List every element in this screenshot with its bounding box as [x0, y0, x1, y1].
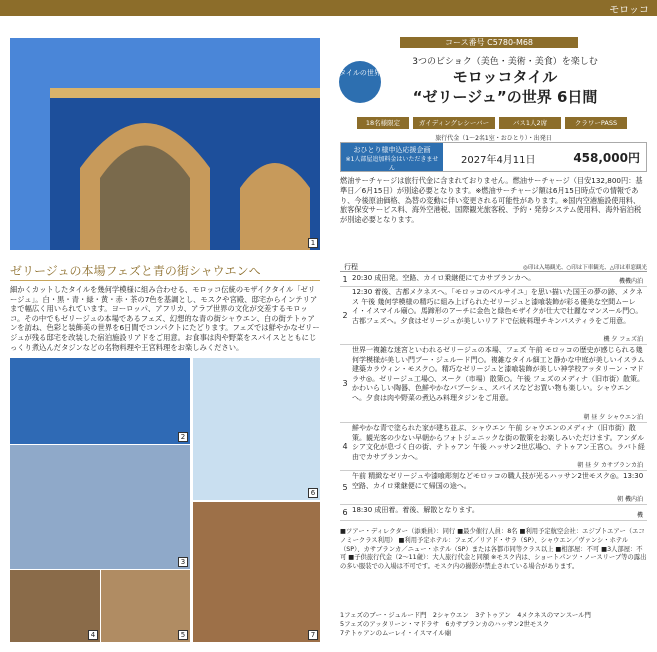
- tour-price: 458,000円: [573, 151, 640, 165]
- photo-bou-jeloud-gate: [10, 38, 320, 250]
- photo-captions: [340, 611, 647, 637]
- photo-number: 4: [88, 630, 98, 640]
- region-label: モロッコ: [609, 5, 649, 16]
- caption: 5フェズのアッタリーン・マドラサ: [340, 619, 440, 628]
- tag: バス1人2席: [499, 117, 561, 129]
- day-number: 4: [342, 442, 348, 451]
- plan-note: ※1人部屋追加料金はいただきません: [345, 156, 439, 172]
- day-text: 鮮やかな青で塗られた家が建ち並ぶ、シャウエン 午前 シャウエンのメディナ（旧市街）散策。観光客の少ない早朝からフォトジェニックな街の散策をお楽しみいただけます。アンダルシア文化が息づく白の街、テトゥアン 午後 ハッサン2世広場○、テトゥアン王宮○。ラバト経由でカサブランカへ。: [352, 424, 645, 461]
- price-row: [340, 142, 647, 172]
- day-text: 18:30 成田着。着後、解散となります。: [352, 506, 479, 514]
- divider: [10, 280, 320, 281]
- day-text: 20:30 成田発。空路、カイロ乗継便にてカサブランカへ。: [352, 274, 536, 282]
- day-row: [340, 345, 647, 423]
- day-number: 5: [342, 483, 348, 492]
- day-number: 1: [342, 275, 348, 284]
- intro-heading: ゼリージュの本場フェズと青の街シャウエンへ: [10, 264, 261, 278]
- photo-attarine-madrasa: [101, 570, 190, 642]
- day-number: 6: [342, 508, 348, 517]
- departure-date: 2027年4月11日: [461, 155, 536, 166]
- day-row: [340, 505, 647, 521]
- photo-tetouan: [10, 445, 190, 569]
- plan-box: [341, 143, 443, 171]
- photo-number: 5: [178, 630, 188, 640]
- tour-subtitle: 3つのビショク（美色・美術・美食）を楽しむ: [412, 57, 598, 67]
- photo-moulay-ismail-mausoleum: [193, 502, 320, 642]
- tag: 18名様限定: [357, 117, 409, 129]
- itinerary-header: [340, 262, 647, 272]
- tag: クラワーPASS: [565, 117, 627, 129]
- day-meals: 朝 昼 夕 カサブランカ泊: [577, 462, 643, 469]
- tour-title-2: “ゼリージュ”の世界 6日間: [412, 88, 598, 106]
- tour-title: モロッコタイル: [452, 68, 558, 86]
- photo-chefchaouen: [10, 358, 190, 444]
- plan-label: おひとり様申込応援企画: [353, 146, 431, 154]
- photo-number: 1: [308, 238, 318, 248]
- fuel-surcharge-text: 燃油サーチャージは旅行代金に含まれておりません。燃油サーチャージ（目安132,800円：基準日／6月15日）が別途必要となります。※燃油サーチャージ額は6月15日時点での情報であり、今後原油価格、為替の変動に伴い変更される可能性があります。※国内空港施設使用料、旅客保安サービス料、海外空港税、国際観光旅客税、予約・発券システム使用料、海外宿泊税が別途必要となります。: [340, 176, 643, 225]
- caption: 4メクネスのマンスール門: [517, 611, 591, 619]
- day-text: 世界一複雑な迷宮といわれるゼリージュの本場、フェズ 午前 モロッコの歴史が感じられる幾何学模様が美しい門ブー・ジュルード門○。複雑なタイル細工と静かな中庭が美しいイスラム建築カラウィン・モスク○。精巧なゼリージュと漆喰装飾が美しい神学校アッタリーン・マドラサ◎。ゼリージュ工場○、スーク（市場）散策○。午後 フェズのメディナ（旧市街）散策。かわいらしい陶器、色鮮やかなバブーシュ、スパイスなどお買い物も楽しい。シャウエンへ。夕食は肉や野菜の煮込み料理タジンをご用意。: [352, 346, 645, 402]
- caption: 3テトゥアン: [475, 611, 511, 619]
- day-row: [340, 287, 647, 345]
- itinerary-label: 行程: [344, 263, 358, 271]
- day-meals: 機 夕 フェズ泊: [603, 336, 643, 343]
- day-text: 12:30 着後、古都メクネスへ。「モロッコのベルサイユ」を思い描いた国王の夢の跡、メクネス 午後 幾何学模様の精巧に組み上げられたゼリージュと漆喰装飾が彩る優美な空間ムーレイ・イスマイル廟○。馬蹄形のアーチに金色と緑色モザイクが仕大で壮麗なマンスール門○。古都フェズへ。夕食はゼリージュが美しいリアドで伝統料理チキンパスティラをご用意。: [352, 288, 643, 325]
- photo-mansour-gate: [10, 570, 100, 642]
- day-row: [340, 423, 647, 471]
- photo-number: 7: [308, 630, 318, 640]
- caption: 6カサブランカのハッサン2世モスク: [445, 619, 550, 628]
- caption: 7テトゥアンのムーレイ・イスマイル廟: [340, 628, 452, 637]
- photo-number: 2: [178, 432, 188, 442]
- day-number: 2: [342, 311, 348, 320]
- day-number: 3: [342, 379, 348, 388]
- tour-notes: ■ツアー・ディレクター（添乗員）：同行 ■最少催行人員：8名 ■利用予定航空会社：エジプトエアー（エコノミークラス利用） ■利用予定ホテル：フェズ／リアド・サラ（SP）、シャウエン／ヴァンシ・ホテル（SP）、カサブランカ／ニュー・ホテル（SP）または各都市同等クラス以上 ■相部屋：不可 ■3人部屋：不可 ■子供旅行代金（2～11歳）：大人旅行代金と同額 ※モスク内は、ショートパンツ・ノースリーブ等の露出の多い服装での入場は不可です。モスク内の撮影が禁止されている場合があります。: [340, 528, 647, 571]
- day-meals: 朝 機内泊: [617, 496, 643, 503]
- day-row: [340, 471, 647, 505]
- gate-illustration: [10, 38, 320, 250]
- caption: 2シャウエン: [432, 611, 469, 619]
- photo-number: 6: [308, 488, 318, 498]
- tile-world-badge: タイルの世界: [339, 61, 381, 103]
- day-row: [340, 273, 647, 287]
- region-bar: [0, 0, 657, 16]
- day-meals: 機機内泊: [618, 278, 643, 285]
- tag-list: [357, 117, 647, 129]
- itinerary: [340, 262, 647, 525]
- photo-number: 3: [178, 557, 188, 567]
- price-note: 旅行代金（1～2名1室・おひとり）・出発日: [435, 135, 552, 142]
- course-code: コース番号 C5780-M68: [400, 37, 578, 48]
- itinerary-legend: ◎印は入場観光、○印は下車観光、△印は車窓観光: [523, 265, 647, 271]
- photo-hassan-ii-mosque: [193, 358, 320, 500]
- day-meals: 機: [636, 512, 643, 519]
- intro-text: 細かくカットしたタイルを幾何学模様に組み合わせる、モロッコ伝統のモザイクタイル「ゼリージュ」。白・黒・青・緑・黄・赤・茶の7色を基調とし、モスクや宮殿、邸宅からインテリアまで幅広く用いられています。ヨーロッパ、アフリカ、アラブ世界の文化が交差するモロッコ。その中でもゼリージュの本場であるフェズ、幻想的な青の街シャウエン、白の街テトゥアンを訪ね、色彩と装飾美の世界を6日間でコンパクトにたどります。フェズでは鮮やかなゼリージュが残る邸宅を改装した宿泊施設リアドをご用意。お食事は肉や野菜をスパイスとともにじっくり煮込んだタジンなどの名物料理や王宮料理をお楽しみください。: [10, 285, 320, 352]
- day-text: 午前 精緻なゼリージュや漆喰彫刻などモロッコの職人技が光るハッサン2世モスク◎。13:30 空路、カイロ乗継便にて帰国の途へ。: [352, 472, 644, 490]
- tag: ガイディングレシーバー: [413, 117, 495, 129]
- caption: 1フェズのブー・ジュルード門: [340, 611, 427, 619]
- day-meals: 朝 昼 夕 シャウエン泊: [583, 414, 643, 421]
